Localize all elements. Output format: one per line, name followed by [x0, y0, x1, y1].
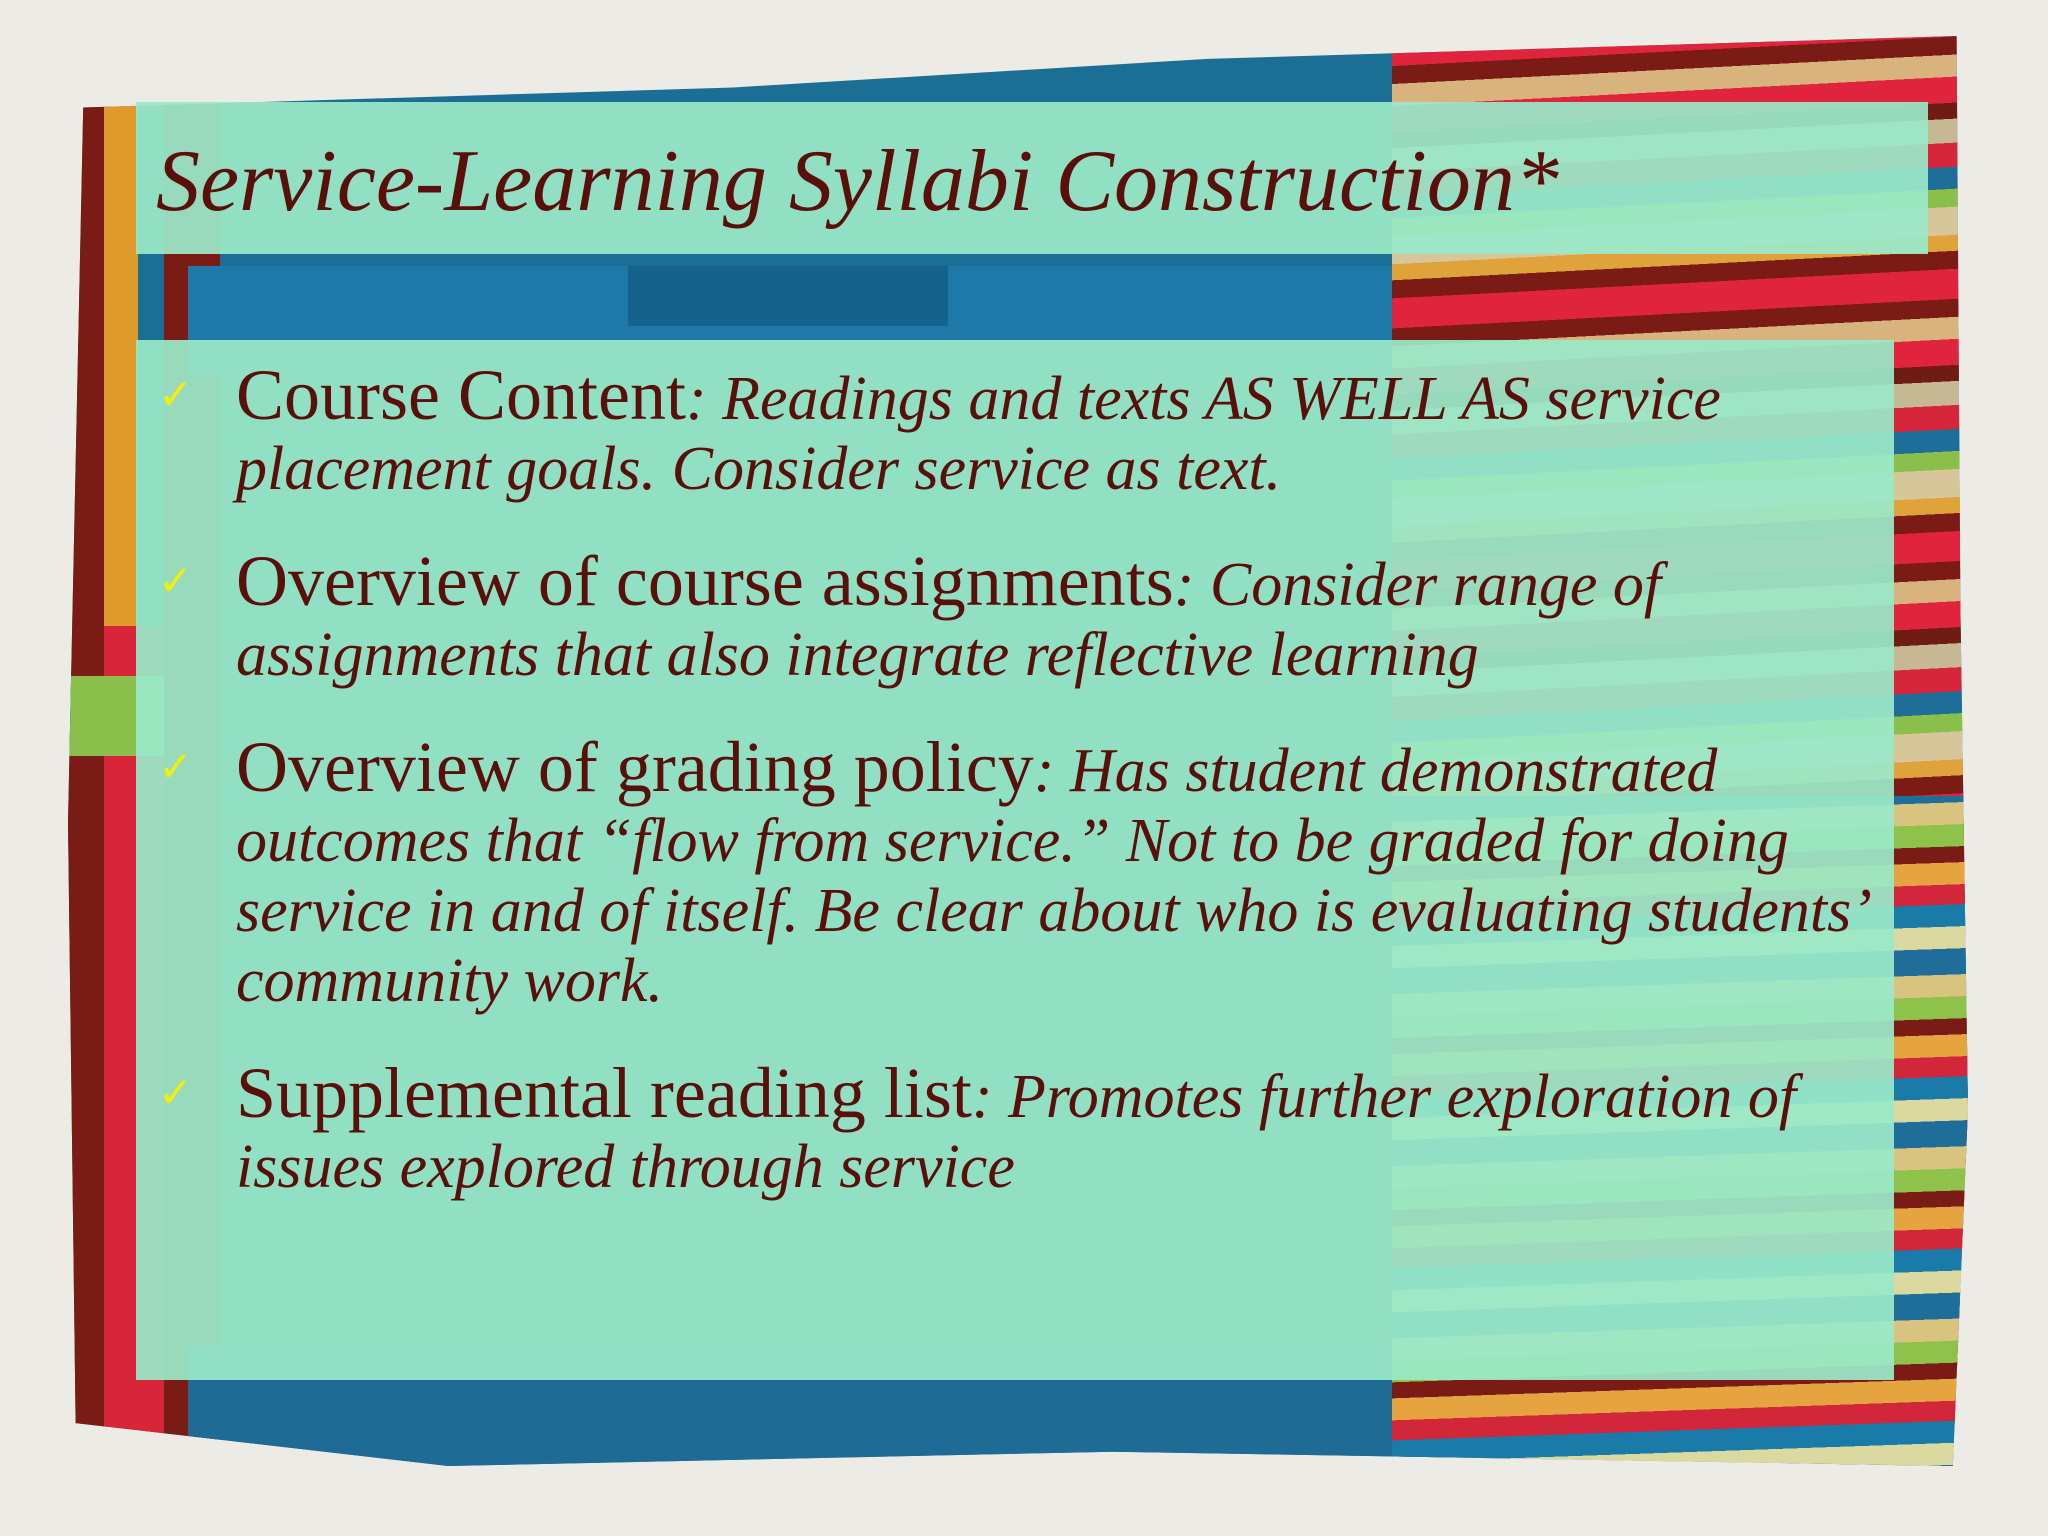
bullet-detail: : Promotes further exploration of issues explored through service: [236, 1063, 1797, 1201]
bullet-lead: Overview of grading policy: [236, 727, 1034, 807]
bullet-course-content: [156, 355, 1886, 504]
bullet-detail: : Consider range of assignments that also integrate reflective learning: [236, 551, 1662, 689]
bullet-course-assignments: [156, 541, 1886, 690]
bullet-detail: : Readings and texts AS WELL AS service placement goals. Consider service as text.: [236, 365, 1721, 503]
bullet-lead: Course Content: [236, 355, 686, 435]
slide-title: Service-Learning Syllabi Construction*: [156, 133, 1559, 230]
bullet-lead: Supplemental reading list: [236, 1053, 972, 1133]
checkmark-icon: ✓: [158, 742, 194, 791]
bullet-list: [156, 355, 1886, 1244]
checkmark-icon: ✓: [158, 1068, 194, 1117]
checkmark-icon: ✓: [158, 370, 194, 419]
bullet-lead: Overview of course assignments: [236, 541, 1174, 621]
bullet-detail: : Has student demonstrated outcomes that “flow from service.” Not to be graded for doing service in and of itself. Be clear about who is evaluating students’ community work.: [236, 737, 1865, 1015]
bullet-grading-policy: [156, 727, 1886, 1016]
checkmark-icon: ✓: [158, 556, 194, 605]
bullet-supplemental-reading: [156, 1053, 1886, 1202]
